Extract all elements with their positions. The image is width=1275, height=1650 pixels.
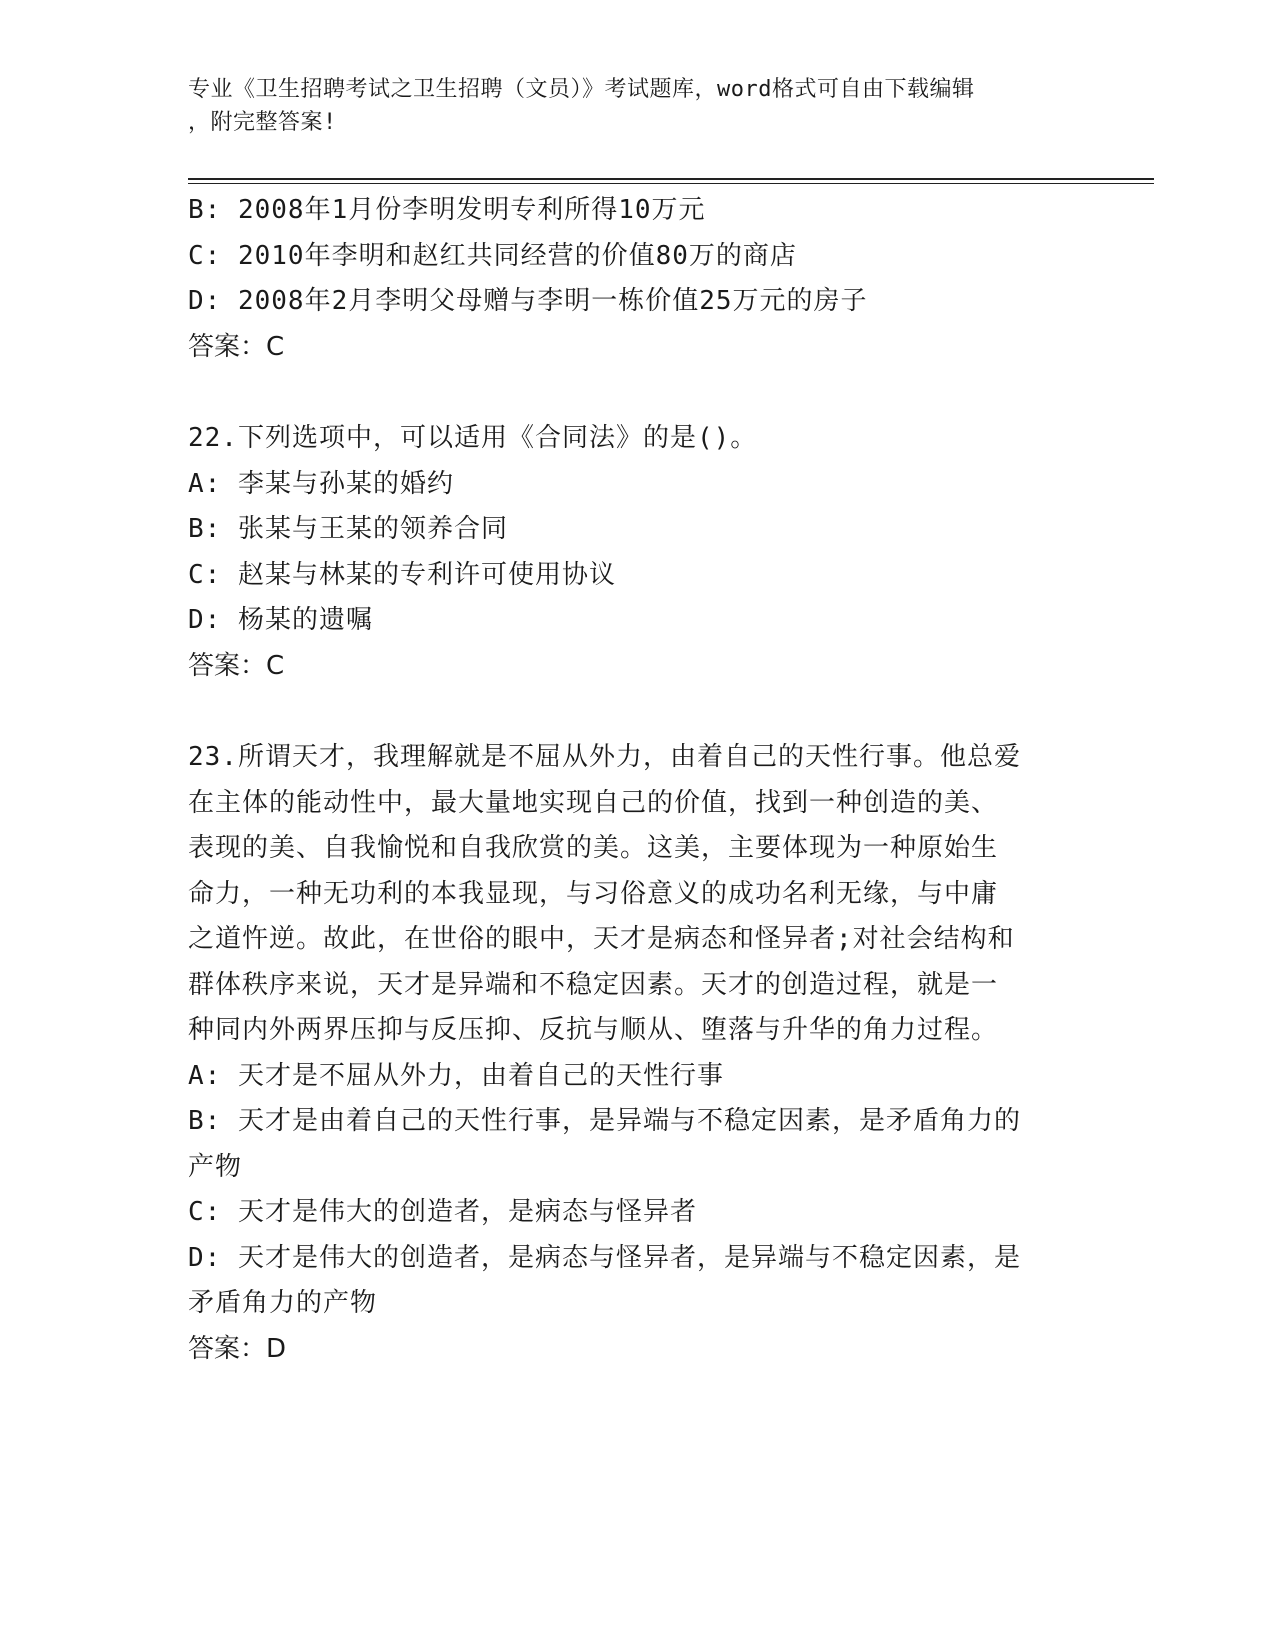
q22-stem: 22.下列选项中，可以适用《合同法》的是()。 — [188, 423, 758, 453]
q22-option-b: B: 张某与王某的领养合同 — [188, 514, 508, 544]
q23-option-b-line: B: 天才是由着自己的天性行事，是异端与不稳定因素，是矛盾角力的 — [188, 1106, 1021, 1136]
q22-option-a: A: 李某与孙某的婚约 — [188, 468, 454, 499]
q23-stem-line: 23.所谓天才，我理解就是不屈从外力，由着自己的天性行事。他总爱 — [188, 742, 1021, 772]
q21-option-d: D: 2008年2月李明父母赠与李明一栋价值25万元的房子 — [188, 286, 868, 316]
q23-stem-line: 之道忤逆。故此，在世俗的眼中，天才是病态和怪异者;对社会结构和 — [188, 924, 1015, 954]
q21-option-c: C: 2010年李明和赵红共同经营的价值80万的商店 — [188, 240, 797, 271]
q23-stem-line: 命力，一种无功利的本我显现，与习俗意义的成功名利无缘，与中庸 — [188, 878, 999, 909]
q22-option-c: C: 赵某与林某的专利许可使用协议 — [188, 559, 616, 590]
header-line-1: 专业《卫生招聘考试之卫生招聘（文员）》考试题库，word格式可自由下载编辑 — [188, 77, 975, 102]
header-rule-thick — [188, 178, 1154, 180]
q23-answer: 答案：D — [188, 1333, 287, 1364]
q22-option-d: D: 杨某的遗嘱 — [188, 605, 373, 635]
q23-option-d-line: 矛盾角力的产物 — [188, 1288, 378, 1318]
question-21 — [188, 188, 1068, 370]
q23-stem-line: 在主体的能动性中，最大量地实现自己的价值，找到一种创造的美、 — [188, 787, 999, 818]
q23-stem-line: 表现的美、自我愉悦和自我欣赏的美。这美，主要体现为一种原始生 — [188, 833, 999, 863]
header-rule-thin — [188, 183, 1154, 184]
header-line-2: ，附完整答案! — [188, 110, 337, 135]
q23-stem-line: 种同内外两界压抑与反压抑、反抗与顺从、堕落与升华的角力过程。 — [188, 1015, 999, 1045]
q23-option-b-line: 产物 — [188, 1151, 243, 1182]
q23-stem-line: 群体秩序来说，天才是异端和不稳定因素。天才的创造过程，就是一 — [188, 969, 999, 1000]
q23-option-d-line: D: 天才是伟大的创造者，是病态与怪异者，是异端与不稳定因素，是 — [188, 1242, 1021, 1273]
document-header — [188, 73, 1068, 139]
q23-option-c: C: 天才是伟大的创造者，是病态与怪异者 — [188, 1197, 697, 1227]
spacer — [188, 689, 1068, 735]
question-content — [188, 188, 1068, 1372]
question-22 — [188, 416, 1068, 689]
question-23 — [188, 735, 1068, 1372]
q23-option-a: A: 天才是不屈从外力，由着自己的天性行事 — [188, 1060, 724, 1091]
spacer — [188, 370, 1068, 416]
q21-answer: 答案：C — [188, 331, 285, 362]
q22-answer: 答案：C — [188, 650, 285, 681]
q21-option-b: B: 2008年1月份李明发明专利所得10万元 — [188, 195, 706, 225]
